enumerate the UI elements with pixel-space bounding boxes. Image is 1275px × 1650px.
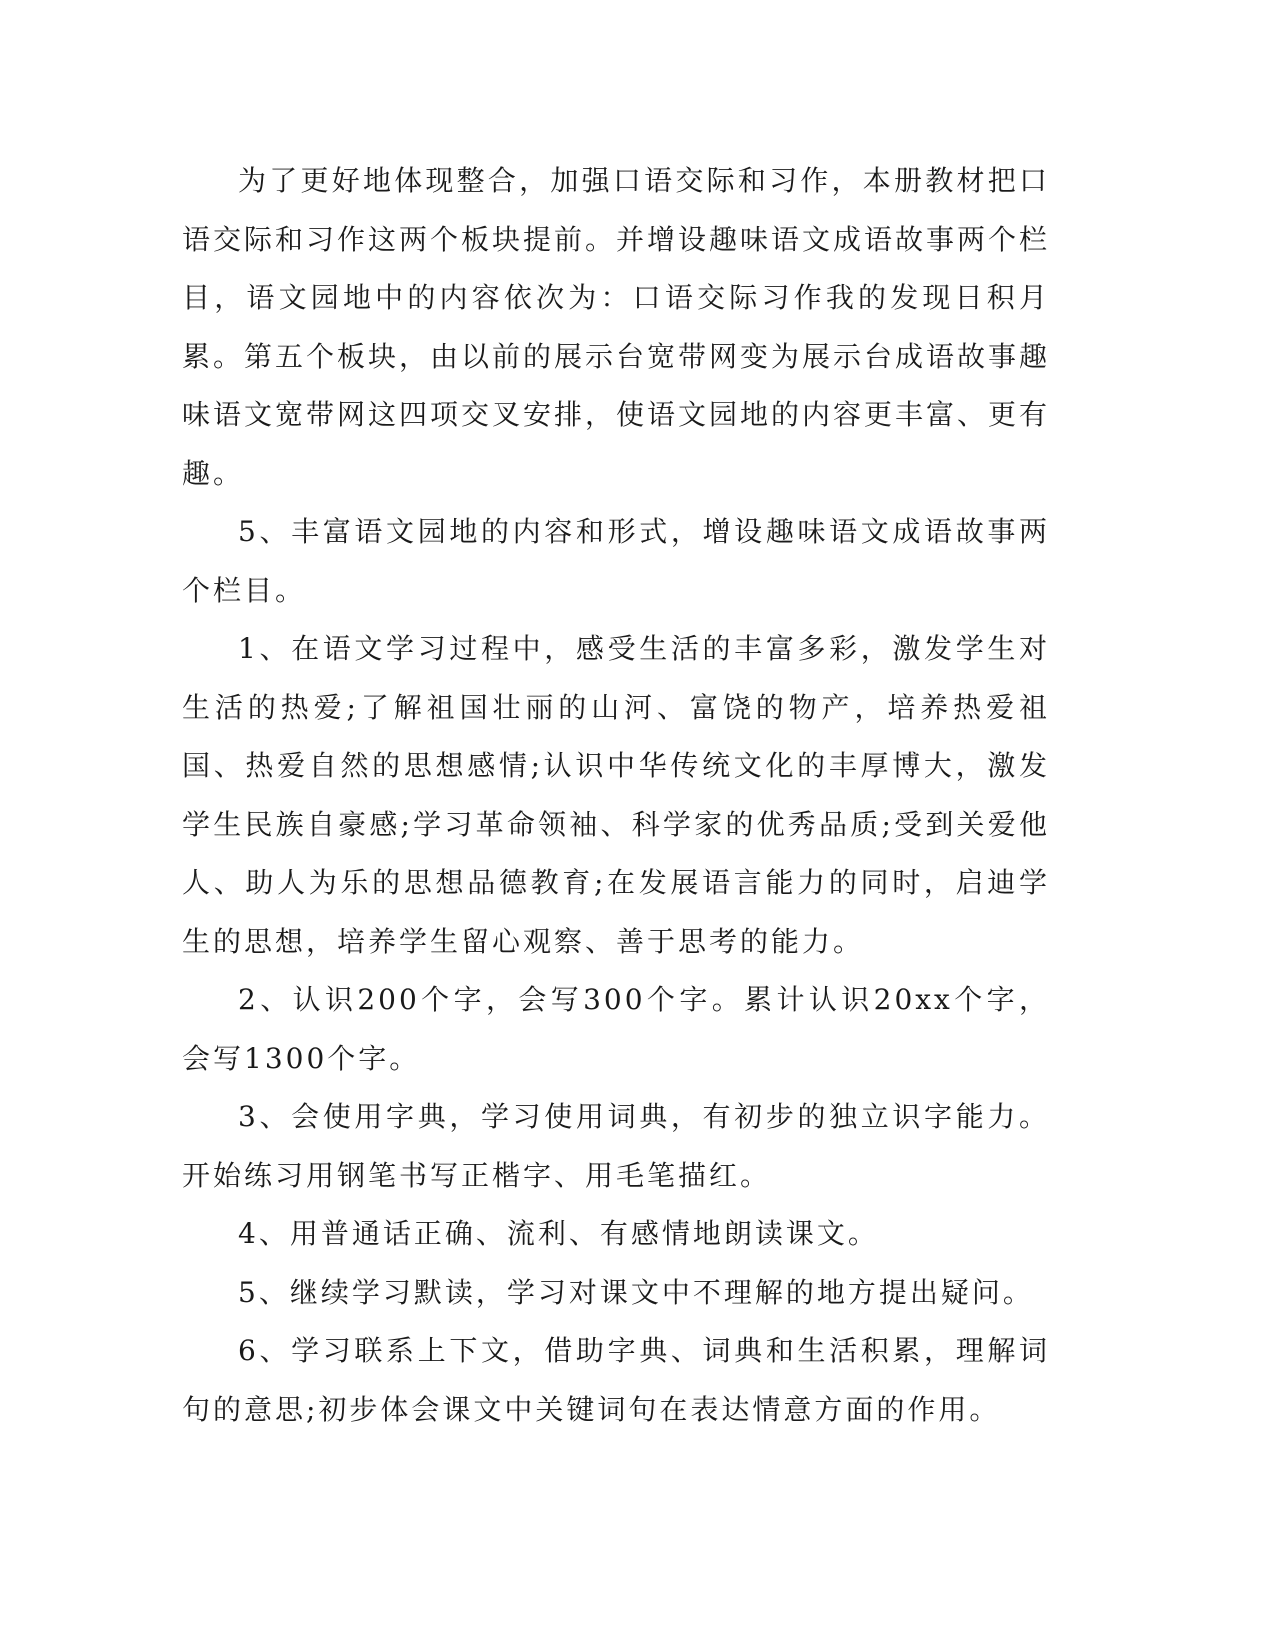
paragraph-item-6: 6、学习联系上下文，借助字典、词典和生活积累，理解词句的意思;初步体会课文中关键词句在表达情意方面的作用。 xyxy=(182,1334,1050,1426)
document-body xyxy=(182,152,1050,1439)
paragraph-item-5: 5、继续学习默读，学习对课文中不理解的地方提出疑问。 xyxy=(238,1275,1034,1309)
paragraph-item-2: 2、认识200个字，会写300个字。累计认识20xx个字，会写1300个字。 xyxy=(182,983,1050,1075)
paragraph-item-4: 4、用普通话正确、流利、有感情地朗读课文。 xyxy=(238,1217,879,1250)
paragraph-integration: 为了更好地体现整合，加强口语交际和习作，本册教材把口语交际和习作这两个板块提前。并增设趣味语文成语故事两个栏目，语文园地中的内容依次为：口语交际习作我的发现日积月累。第五个板块，由以前的展示台宽带网变为展示台成语故事趣味语文宽带网这四项交叉安排，使语文园地的内容更丰富、更有趣。 xyxy=(182,164,1051,490)
paragraph-item-3: 3、会使用字典，学习使用词典，有初步的独立识字能力。开始练习用钢笔书写正楷字、用毛笔描红。 xyxy=(182,1100,1050,1192)
paragraph-item-5-garden: 5、丰富语文园地的内容和形式，增设趣味语文成语故事两个栏目。 xyxy=(182,515,1050,607)
paragraph-item-1: 1、在语文学习过程中，感受生活的丰富多彩，激发学生对生活的热爱;了解祖国壮丽的山河、富饶的物产，培养热爱祖国、热爱自然的思想感情;认识中华传统文化的丰厚博大，激发学生民族自豪感;学习革命领袖、科学家的优秀品质;受到关爱他人、助人为乐的思想品德教育;在发展语言能力的同时，启迪学生的思想，培养学生留心观察、善于思考的能力。 xyxy=(182,632,1050,958)
